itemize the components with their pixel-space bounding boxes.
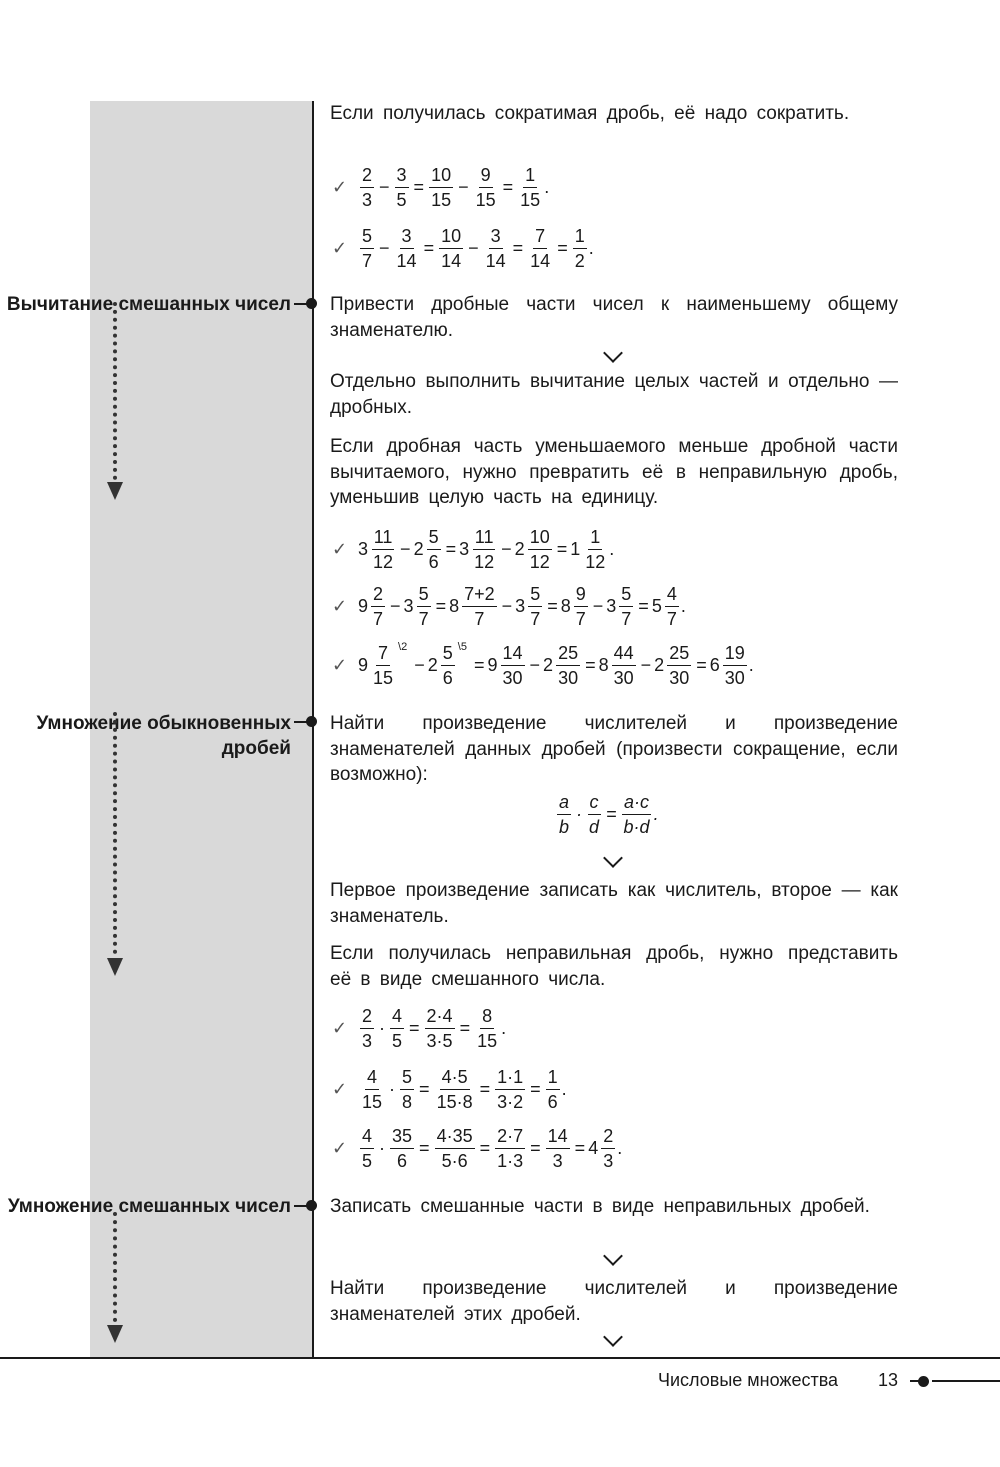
example-row xyxy=(332,1006,506,1051)
fraction: $\frac{1}{2}$ xyxy=(574,226,585,271)
formula: 9 $\frac{2}{7}$ − 3 $\frac{5}{7}$ = 8 $\frac{7+2}{7}$ − 3 $\frac{5}{7}$ = 8 $\frac{9}{7}$ − 3 $\frac{5}{7}$ = 5 $\frac{4}{7}$ . xyxy=(358,584,686,629)
fraction: $\frac{5}{7}$ xyxy=(621,584,632,629)
paragraph: Если получилась сократимая дробь, её надо сократить. xyxy=(330,103,850,124)
fraction: $\frac{2\cdot 7}{1\cdot 3}$ xyxy=(497,1126,524,1171)
fraction: $\frac{5}{6}$ xyxy=(428,527,439,572)
paragraph: Первое произведение записать как числитель, второе — как знаменатель. xyxy=(330,880,898,927)
footer-chapter-title: Числовые множества xyxy=(658,1370,839,1390)
page-number: 13 xyxy=(878,1370,899,1390)
fraction: $\frac{4}{7}$ xyxy=(666,584,677,629)
paragraph: Записать смешанные части в виде неправильных дробей. xyxy=(330,1196,870,1217)
vertical-divider xyxy=(312,101,314,1358)
factor-note: \2 xyxy=(398,641,408,653)
dotted-arrow-line xyxy=(113,712,121,954)
fraction: $\frac{4}{15}$ xyxy=(362,1067,383,1112)
footer-rule xyxy=(932,1380,1000,1382)
chevron-down-icon xyxy=(603,343,623,363)
fraction: $\frac{2}{3}$ xyxy=(362,165,373,210)
fraction: $\frac{5}{6}$ xyxy=(442,643,453,688)
fraction: $\frac{14}{3}$ xyxy=(547,1126,568,1171)
example-row xyxy=(332,226,594,271)
fraction: $\frac{10}{15}$ xyxy=(431,165,452,210)
check-icon: ✓ xyxy=(332,177,348,197)
arrow-down-icon xyxy=(107,958,123,976)
fraction: $\frac{2}{3}$ xyxy=(603,1126,614,1171)
example-row xyxy=(332,1067,567,1112)
formula: $\frac{2}{3}$ · $\frac{4}{5}$ = $\frac{2\cdot 4}{3\cdot 5}$ = $\frac{8}{15}$ . xyxy=(362,1006,507,1051)
fraction: $\frac{1\cdot 1}{3\cdot 2}$ xyxy=(497,1067,524,1112)
fraction: $\frac{4\cdot 5}{15\cdot 8}$ xyxy=(436,1067,473,1112)
chevron-down-icon xyxy=(603,1246,623,1266)
fraction: $\frac{5}{7}$ xyxy=(418,584,429,629)
fraction: $\frac{35}{6}$ xyxy=(392,1126,413,1171)
fraction: $\frac{5}{7}$ xyxy=(362,226,373,271)
formula: $\frac{2}{3}$ − $\frac{3}{5}$ = $\frac{10}{15}$ − $\frac{9}{15}$ = $\frac{1}{15}$ . xyxy=(362,165,550,210)
fraction: $\frac{11}{12}$ xyxy=(373,527,394,572)
formula: $\frac{a}{b}$ · $\frac{c}{d}$ = $\frac{a\cdot c}{b\cdot d}$ . xyxy=(559,792,659,837)
fraction: $\frac{7}{14}$ xyxy=(530,226,551,271)
footer-bullet-node xyxy=(918,1376,929,1387)
fraction: $\frac{10}{12}$ xyxy=(529,527,550,572)
fraction: $\frac{4}{5}$ xyxy=(392,1006,403,1051)
arrow-down-icon xyxy=(107,482,123,500)
fraction: $\frac{1}{15}$ xyxy=(520,165,541,210)
formula: 3 $\frac{11}{12}$ − 2 $\frac{5}{6}$ = 3 $\frac{11}{12}$ − 2 $\frac{10}{12}$ = 1 $\frac{1}{12}$ . xyxy=(358,527,615,572)
fraction: $\frac{2\cdot 4}{3\cdot 5}$ xyxy=(426,1006,453,1051)
fraction: $\frac{3}{14}$ xyxy=(485,226,506,271)
paragraph: Отдельно выполнить вычитание целых частей и отдельно — дробных. xyxy=(330,371,898,418)
chevron-down-icon xyxy=(603,848,623,868)
check-icon: ✓ xyxy=(332,655,348,675)
example-row xyxy=(332,584,686,629)
paragraph: Найти произведение числителей и произведение знаменателей данных дробей (произвести сокращение, если возможно): xyxy=(330,713,898,785)
dotted-arrow-line xyxy=(113,1212,121,1322)
formula: $\frac{4}{5}$ · $\frac{35}{6}$ = $\frac{4\cdot 35}{5\cdot 6}$ = $\frac{2\cdot 7}{1\cdot 3}$ = $\frac{14}{3}$ = 4 $\frac{2}{3}$ . xyxy=(362,1126,623,1171)
check-icon: ✓ xyxy=(332,596,348,616)
fraction: $\frac{2}{3}$ xyxy=(362,1006,373,1051)
fraction: $\frac{5}{8}$ xyxy=(402,1067,413,1112)
paragraph: Привести дробные части чисел к наименьшему общему знаменателю. xyxy=(330,294,898,341)
formula: $\frac{5}{7}$ − $\frac{3}{14}$ = $\frac{10}{14}$ − $\frac{3}{14}$ = $\frac{7}{14}$ = $\frac{1}{2}$ . xyxy=(362,226,594,271)
fraction: $\frac{a\cdot c}{b\cdot d}$ xyxy=(623,792,650,837)
example-row xyxy=(332,1126,622,1171)
check-icon: ✓ xyxy=(332,1018,348,1038)
fraction: $\frac{7+2}{7}$ xyxy=(464,584,495,629)
fraction: $\frac{10}{14}$ xyxy=(441,226,462,271)
example-row xyxy=(332,527,614,572)
fraction: $\frac{c}{d}$ xyxy=(589,792,600,837)
fraction: $\frac{9}{7}$ xyxy=(575,584,586,629)
bottom-rule xyxy=(0,1357,1000,1359)
fraction: $\frac{2}{7}$ xyxy=(373,584,384,629)
formula: $\frac{4}{15}$ · $\frac{5}{8}$ = $\frac{4\cdot 5}{15\cdot 8}$ = $\frac{1\cdot 1}{3\cdot 2}$ = $\frac{1}{6}$ . xyxy=(362,1067,567,1112)
fraction: $\frac{44}{30}$ xyxy=(613,643,634,688)
paragraph: Найти произведение числителей и произведение знаменателей этих дробей. xyxy=(330,1278,898,1325)
fraction: $\frac{25}{30}$ xyxy=(669,643,690,688)
rule-formula xyxy=(555,792,659,837)
section-title-subtraction-mixed: Вычитание смешанных чисел xyxy=(6,294,291,315)
fraction: $\frac{19}{30}$ xyxy=(724,643,745,688)
paragraph: Если дробная часть уменьшаемого меньше дробной части вычитаемого, нужно превратить её в неправильную дробь, уменьшив целую часть на единицу. xyxy=(330,436,898,508)
fraction: $\frac{25}{30}$ xyxy=(558,643,579,688)
fraction: $\frac{3}{14}$ xyxy=(396,226,417,271)
fraction: $\frac{1}{6}$ xyxy=(547,1067,558,1112)
fraction: $\frac{a}{b}$ xyxy=(559,792,570,837)
formula: 9 $\frac{7}{15}$ \2 − 2 $\frac{5}{6}$ \5 = 9 $\frac{14}{30}$ − 2 $\frac{25}{30}$ = 8 $\frac{44}{30}$ − 2 $\frac{25}{30}$ = 6 $\frac{19}{30}$ . xyxy=(358,641,754,688)
fraction: $\frac{4}{5}$ xyxy=(362,1126,373,1171)
factor-note: \5 xyxy=(457,641,467,653)
fraction: $\frac{3}{5}$ xyxy=(396,165,407,210)
example-row xyxy=(332,643,754,688)
fraction: $\frac{5}{7}$ xyxy=(530,584,541,629)
check-icon: ✓ xyxy=(332,1079,348,1099)
fraction: $\frac{11}{12}$ xyxy=(474,527,495,572)
check-icon: ✓ xyxy=(332,539,348,559)
paragraph: Если получилась неправильная дробь, нужно представить её в виде смешанного числа. xyxy=(330,943,898,990)
fraction: $\frac{4\cdot 35}{5\cdot 6}$ xyxy=(436,1126,473,1171)
arrow-down-icon xyxy=(107,1325,123,1343)
fraction: $\frac{1}{12}$ xyxy=(585,527,606,572)
dotted-arrow-line xyxy=(113,302,121,480)
fraction: $\frac{7}{15}$ xyxy=(373,643,394,688)
section-title-multiply-mixed: Умножение смешанных чисел xyxy=(7,1196,291,1217)
example-row xyxy=(332,165,549,210)
bullet-node xyxy=(306,1200,317,1211)
fraction: $\frac{8}{15}$ xyxy=(477,1006,498,1051)
section-title-multiply-fractions: Умножение обыкновенных дробей xyxy=(36,713,291,759)
chevron-down-icon xyxy=(603,1327,623,1347)
check-icon: ✓ xyxy=(332,1138,348,1158)
bullet-node xyxy=(306,298,317,309)
fraction: $\frac{9}{15}$ xyxy=(475,165,496,210)
bullet-node xyxy=(306,716,317,727)
check-icon: ✓ xyxy=(332,238,348,258)
fraction: $\frac{14}{30}$ xyxy=(502,643,523,688)
